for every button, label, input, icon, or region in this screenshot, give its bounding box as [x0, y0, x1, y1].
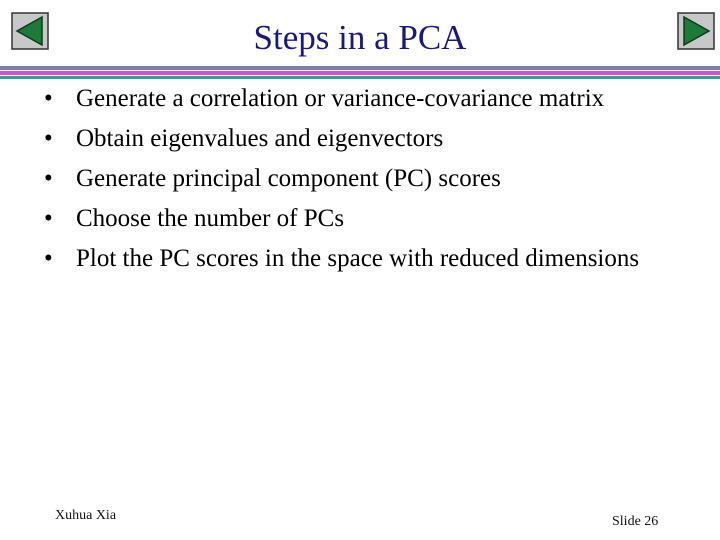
bullet-dot: •	[44, 205, 53, 232]
slide-title: Steps in a PCA	[253, 18, 467, 57]
bullet-dot: •	[44, 85, 53, 112]
footer-slide-number: Slide 26	[612, 514, 659, 529]
title-divider	[0, 66, 720, 80]
divider-line-top	[0, 66, 720, 70]
bullet-text: Generate a correlation or variance-covariance matrix	[76, 85, 605, 112]
divider-line-middle	[0, 71, 720, 75]
bullet-list	[44, 82, 684, 282]
bullet-text: Generate principal component (PC) scores	[76, 165, 501, 192]
bullet-item	[44, 162, 684, 196]
bullet-text: Obtain eigenvalues and eigenvectors	[76, 125, 444, 152]
bullet-item	[44, 202, 684, 236]
bullet-item	[44, 242, 684, 276]
bullet-dot: •	[44, 245, 53, 272]
bullet-dot: •	[44, 165, 53, 192]
footer-author: Xuhua Xia	[55, 508, 117, 523]
bullet-item	[44, 122, 684, 156]
bullet-text: Choose the number of PCs	[76, 205, 345, 232]
bullet-item	[44, 82, 684, 116]
bullet-text: Plot the PC scores in the space with reduced dimensions	[76, 245, 640, 272]
bullet-dot: •	[44, 125, 53, 152]
divider-line-bottom	[0, 76, 720, 79]
